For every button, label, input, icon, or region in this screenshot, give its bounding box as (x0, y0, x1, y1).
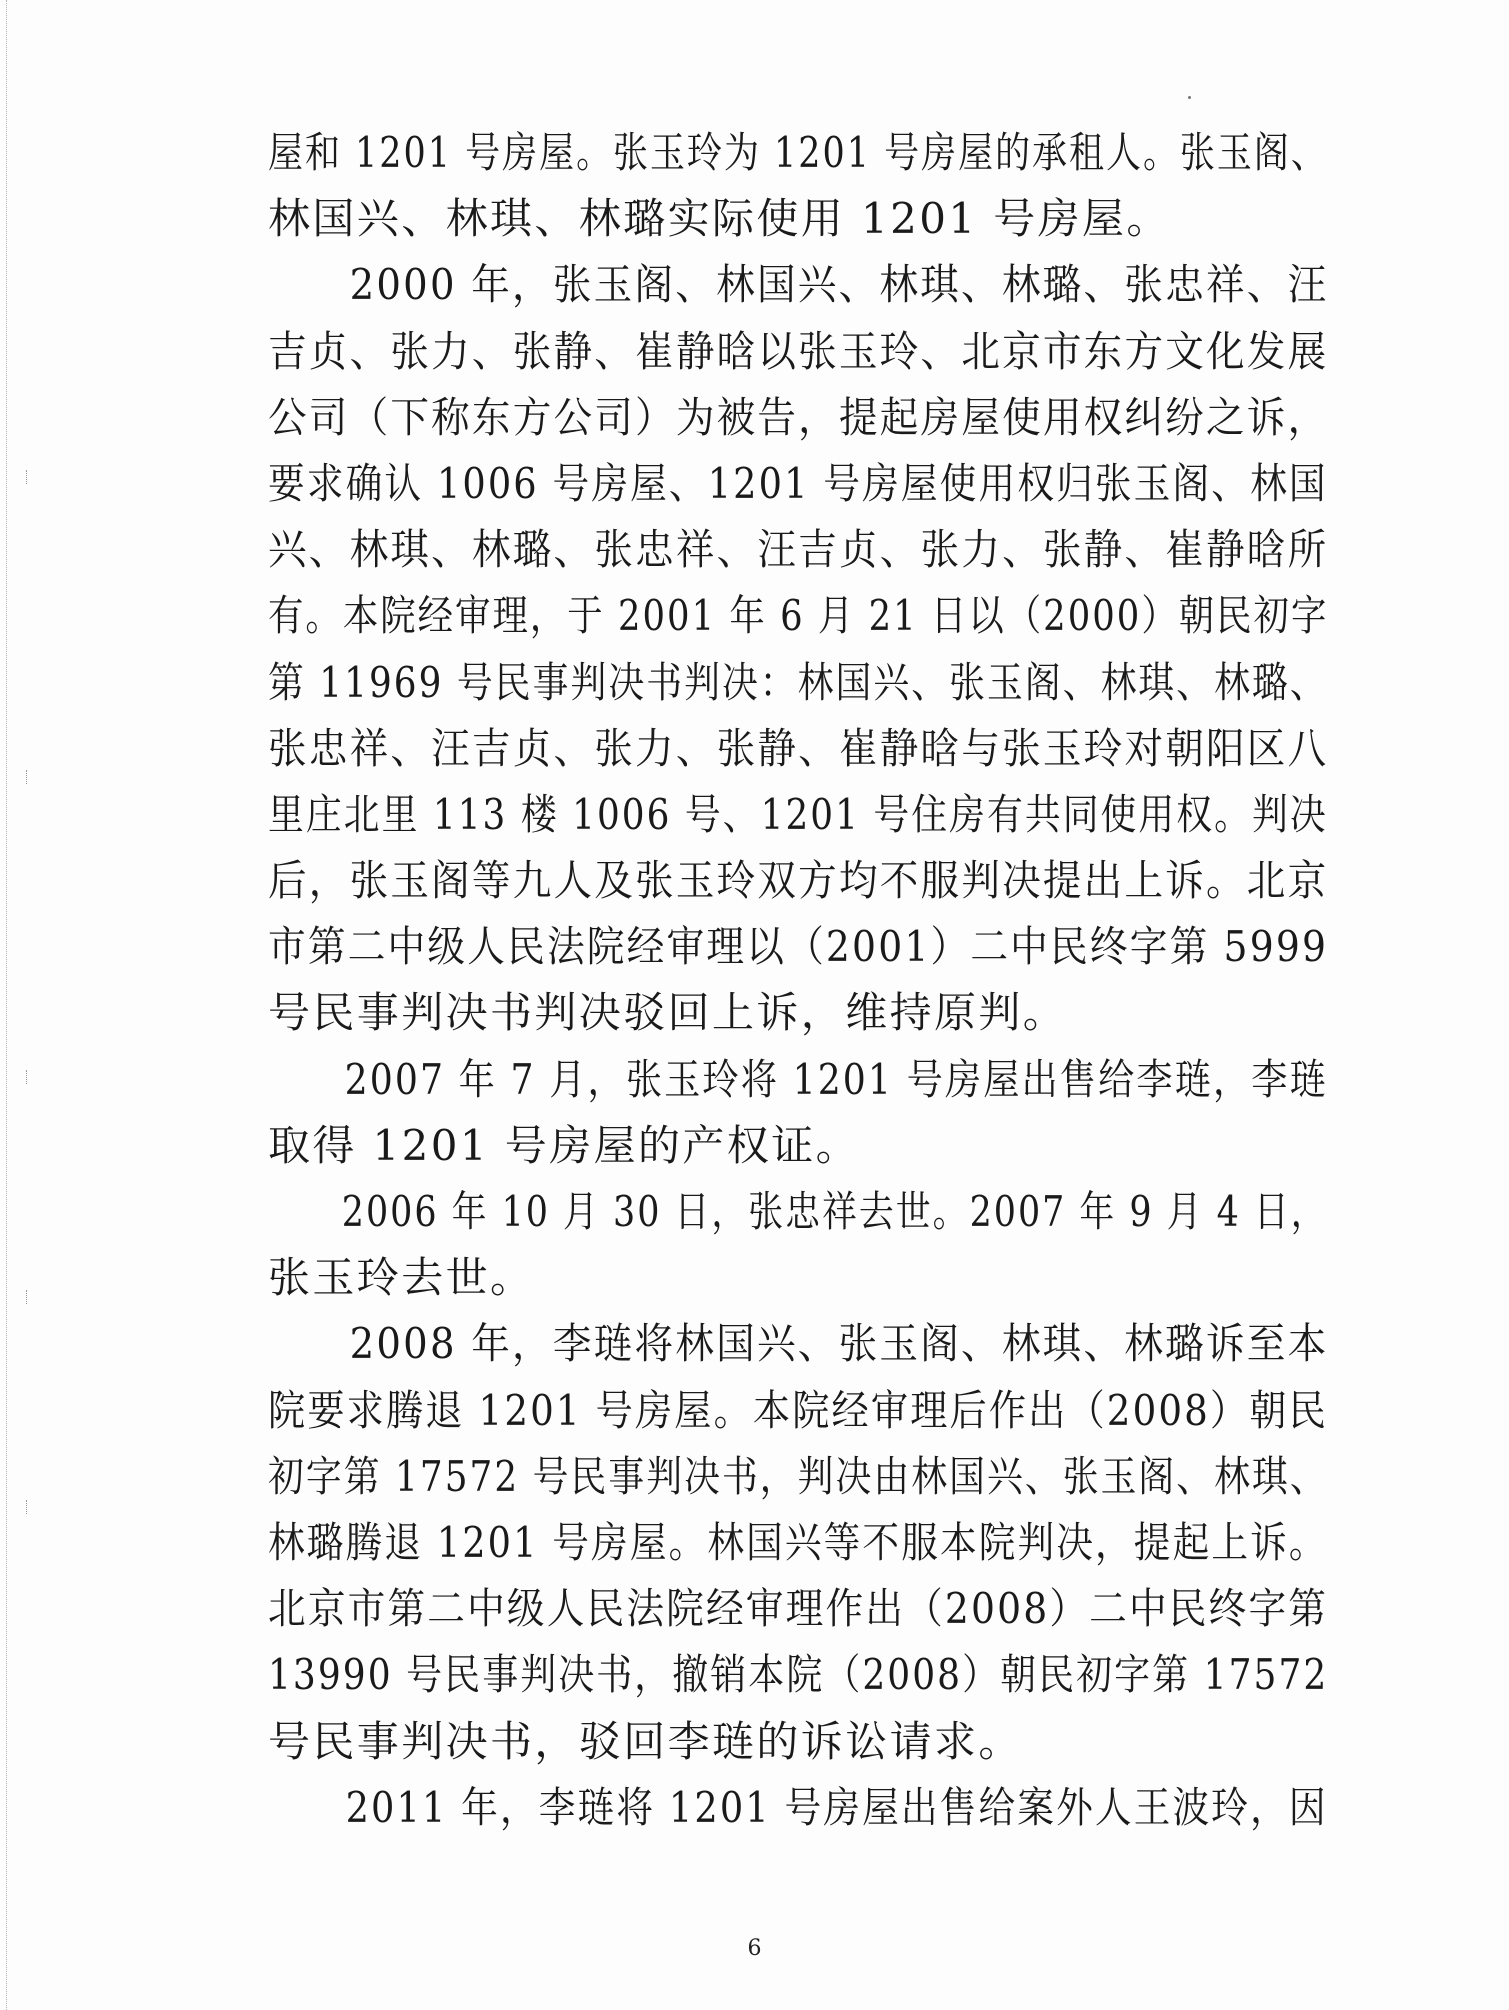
text-line: 市第二中级人民法院经审理以（2001）二中民终字第 5999 (268, 922, 1329, 972)
text-line: 号民事判决书判决驳回上诉，维持原判。 (268, 988, 1068, 1038)
text-line: 2007 年 7 月，张玉玲将 1201 号房屋出售给李琏，李琏 (268, 1054, 1328, 1104)
scan-mark (26, 1070, 29, 1084)
text-line: 里庄北里 113 楼 1006 号、1201 号住房有共同使用权。判决 (268, 789, 1328, 839)
text-line: 后，张玉阁等九人及张玉玲双方均不服判决提出上诉。北京 (268, 856, 1329, 906)
text-line: 吉贞、张力、张静、崔静晗以张玉玲、北京市东方文化发展 (268, 326, 1329, 376)
text-line: 第 11969 号民事判决书判决：林国兴、张玉阁、林琪、林璐、 (268, 657, 1328, 707)
scan-speck (1188, 96, 1191, 99)
scan-mark (26, 770, 29, 784)
page-number: 6 (747, 1936, 762, 1961)
text-line: 初字第 17572 号民事判决书，判决由林国兴、张玉阁、林琪、 (268, 1451, 1328, 1501)
text-line: 北京市第二中级人民法院经审理作出（2008）二中民终字第 (268, 1584, 1329, 1634)
scan-mark (26, 1500, 29, 1514)
text-line: 林国兴、林琪、林璐实际使用 1201 号房屋。 (268, 194, 1171, 244)
text-line: 院要求腾退 1201 号房屋。本院经审理后作出（2008）朝民 (268, 1385, 1328, 1435)
text-line: 2006 年 10 月 30 日，张忠祥去世。2007 年 9 月 4 日， (268, 1187, 1328, 1236)
text-line: 13990 号民事判决书，撤销本院（2008）朝民初字第 17572 (268, 1650, 1329, 1700)
text-line: 2000 年，张玉阁、林国兴、林琪、林璐、张忠祥、汪 (268, 260, 1329, 310)
scan-edge-line (6, 0, 9, 2010)
text-line: 有。本院经审理，于 2001 年 6 月 21 日以（2000）朝民初字 (268, 591, 1329, 641)
scan-mark (26, 1290, 29, 1304)
text-line: 张忠祥、汪吉贞、张力、张静、崔静晗与张玉玲对朝阳区八 (268, 723, 1329, 773)
text-line: 林璐腾退 1201 号房屋。林国兴等不服本院判决，提起上诉。 (268, 1517, 1328, 1567)
text-line: 张玉玲去世。 (268, 1253, 535, 1303)
text-line: 要求确认 1006 号房屋、1201 号房屋使用权归张玉阁、林国 (268, 458, 1328, 508)
text-line: 屋和 1201 号房屋。张玉玲为 1201 号房屋的承租人。张玉阁、 (268, 128, 1328, 177)
scan-mark (26, 470, 29, 484)
text-line: 兴、林琪、林璐、张忠祥、汪吉贞、张力、张静、崔静晗所 (268, 525, 1329, 575)
text-line: 号民事判决书，驳回李琏的诉讼请求。 (268, 1716, 1023, 1766)
text-line: 公司（下称东方公司）为被告，提起房屋使用权纠纷之诉， (268, 392, 1329, 442)
text-line: 2008 年，李琏将林国兴、张玉阁、林琪、林璐诉至本 (268, 1319, 1329, 1369)
text-line: 2011 年，李琏将 1201 号房屋出售给案外人王波玲，因 (268, 1782, 1328, 1832)
body-text (268, 120, 1328, 1841)
text-line: 取得 1201 号房屋的产权证。 (268, 1120, 860, 1170)
